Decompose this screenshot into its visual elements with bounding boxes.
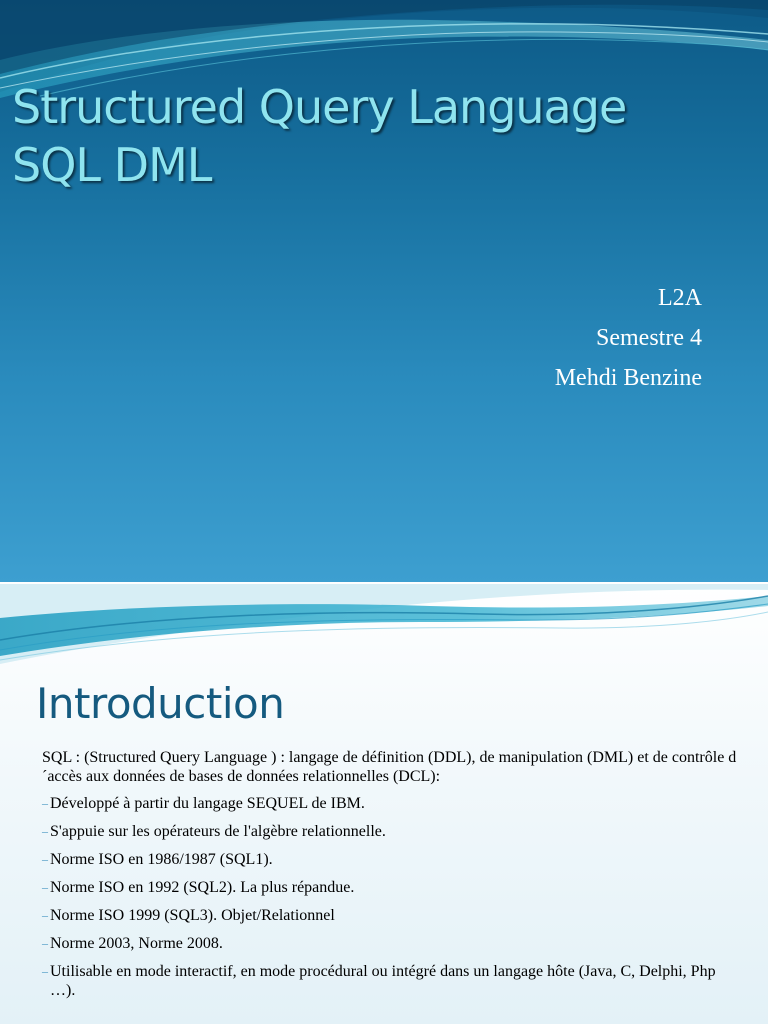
slide-body [42, 748, 742, 1009]
bullet-item [42, 822, 742, 841]
bullet-text: Norme ISO 1999 (SQL3). Objet/Relationnel [50, 907, 335, 924]
subtitle-line-author: Mehdi Benzine [554, 365, 702, 391]
bullet-list [42, 794, 742, 1000]
title-line-1: Structured Query Language [12, 80, 627, 134]
bullet-text: Norme ISO en 1986/1987 (SQL1). [50, 851, 273, 868]
wave-decoration-2 [0, 584, 768, 684]
intro-paragraph: SQL : (Structured Query Language ) : langage de définition (DDL), de manipulation (DML) et de contrôle d´accès aux données de bases de données relationnelles (DCL): [42, 749, 737, 785]
slide-heading: Introduction [36, 679, 285, 728]
bullet-item [42, 906, 742, 925]
subtitle-line-course: L2A [658, 285, 702, 311]
bullet-text: Développé à partir du langage SEQUEL de IBM. [50, 795, 365, 812]
title-line-2: SQL DML [12, 138, 212, 192]
bullet-text: Norme ISO en 1992 (SQL2). La plus répandue. [50, 879, 355, 896]
bullet-text: Norme 2003, Norme 2008. [50, 935, 223, 952]
bullet-item [42, 794, 742, 813]
bullet-marker: – [42, 964, 48, 978]
slide-title [12, 78, 752, 194]
bullet-marker: – [42, 880, 48, 894]
bullet-text: Utilisable en mode interactif, en mode procédural ou intégré dans un langage hôte (Java, C, Delphi, Php …). [50, 963, 716, 999]
bullet-item [42, 878, 742, 897]
bullet-marker: – [42, 908, 48, 922]
subtitle-block [555, 278, 702, 398]
subtitle-line-semester: Semestre 4 [596, 325, 702, 351]
bullet-text: S'appuie sur les opérateurs de l'algèbre relationnelle. [50, 823, 386, 840]
bullet-marker: – [42, 824, 48, 838]
bullet-item [42, 850, 742, 869]
bullet-item [42, 934, 742, 953]
bullet-marker: – [42, 852, 48, 866]
bullet-marker: – [42, 936, 48, 950]
bullet-item [42, 962, 742, 1000]
bullet-marker: – [42, 796, 48, 810]
content-slide [0, 584, 768, 1024]
